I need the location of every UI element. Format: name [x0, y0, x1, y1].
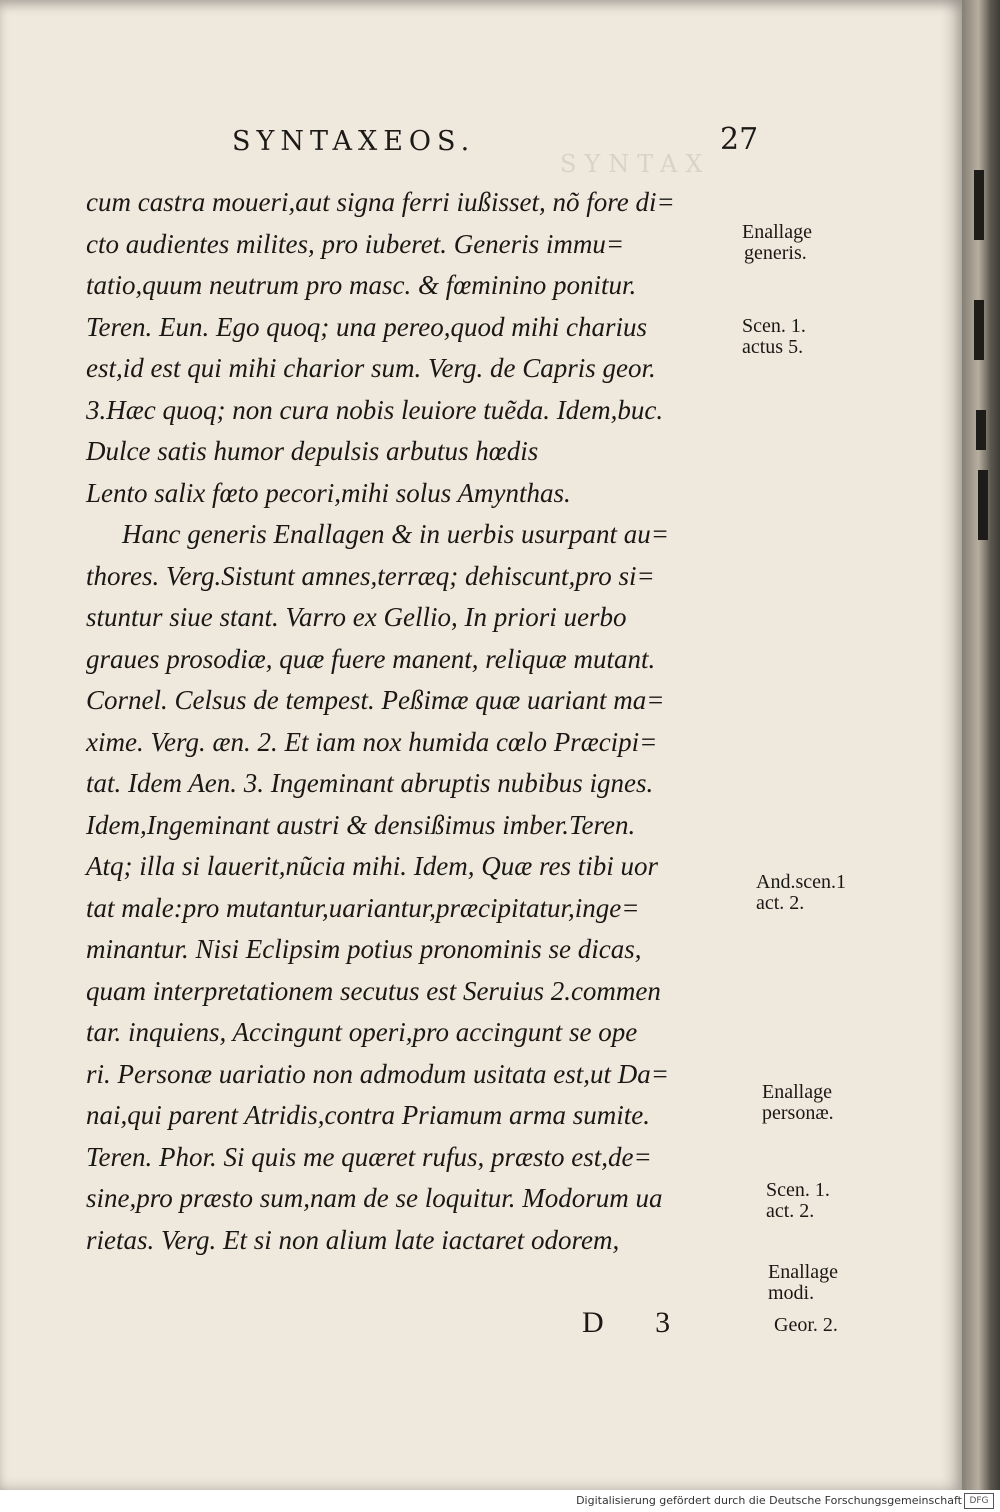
- margin-note-line: Enallage: [762, 1081, 832, 1103]
- text-line: Idem,Ingeminant austri & densißimus imber.Teren.: [86, 809, 636, 840]
- text-line: tat. Idem Aen. 3. Ingeminant abruptis nubibus ignes.: [86, 768, 654, 798]
- dfg-logo: DFG: [964, 1493, 994, 1509]
- text-line: xime. Verg. æn. 2. Et iam nox humida cœlo Præcipi=: [86, 726, 658, 757]
- margin-note-line: modi.: [768, 1282, 815, 1304]
- margin-note-line: actus 5.: [742, 336, 804, 358]
- bleed-through-text: SYNTAX: [560, 150, 711, 178]
- margin-note-line: Enallage: [768, 1261, 838, 1283]
- text-line: tatio,quum neutrum pro masc. & fœminino ponitur.: [86, 270, 637, 300]
- main-text: [86, 182, 756, 1261]
- text-line: cto audientes milites, pro iuberet. Generis immu=: [86, 228, 625, 259]
- edge-mark: [976, 410, 986, 450]
- text-line: Teren. Phor. Si quis me quæret rufus, præsto est,de=: [86, 1141, 652, 1172]
- margin-note-scen-actus: [742, 316, 806, 358]
- margin-note-line: Scen. 1.: [742, 315, 806, 337]
- text-line: Dulce satis humor depulsis arbutus hœdis: [86, 436, 539, 466]
- text-line: cum castra moueri,aut signa ferri iußisset, nõ fore di=: [86, 187, 675, 217]
- text-line: tar. inquiens, Accingunt operi,pro accingunt se ope: [86, 1017, 638, 1047]
- margin-note-line: Enallage: [742, 221, 812, 243]
- text-line: sine,pro præsto sum,nam de se loquitur. Modorum ua: [86, 1183, 663, 1213]
- margin-note-enallage-modi: [768, 1262, 838, 1304]
- margin-note-line: act. 2.: [756, 892, 805, 914]
- text-line: minantur. Nisi Eclipsim potius pronominis se dicas,: [86, 934, 642, 964]
- margin-note-line: And.scen.1: [756, 871, 846, 893]
- signature-mark: D 3: [582, 1306, 693, 1339]
- margin-note-scen-act: [766, 1180, 830, 1222]
- text-line: Hanc generis Enallagen & in uerbis usurpant au=: [122, 519, 669, 549]
- text-line: quam interpretationem secutus est Seruius 2.commen: [86, 975, 661, 1006]
- edge-mark: [974, 300, 984, 360]
- running-head: SYNTAXEOS.: [232, 126, 476, 157]
- text-line: thores. Verg.Sistunt amnes,terræq; dehiscunt,pro si=: [86, 560, 655, 591]
- text-line: Teren. Eun. Ego quoq; una pereo,quod mihi charius: [86, 311, 647, 342]
- edge-mark: [974, 170, 984, 240]
- text-line: ri. Personæ uariatio non admodum usitata est,ut Da=: [86, 1058, 669, 1089]
- margin-note-enallage-generis: [742, 222, 812, 264]
- text-line: tat male:pro mutantur,uariantur,præcipitatur,inge=: [86, 892, 640, 923]
- catchword-note: Geor. 2.: [774, 1314, 838, 1336]
- margin-note-line: personæ.: [762, 1102, 834, 1124]
- text-line: rietas. Verg. Et si non alium late iactaret odorem,: [86, 1224, 620, 1255]
- text-line: Lento salix fœto pecori,mihi solus Amynthas.: [86, 477, 571, 508]
- page-number: 27: [720, 122, 759, 157]
- digitization-credit: Digitalisierung gefördert durch die Deutsche Forschungsgemeinschaft: [576, 1494, 962, 1507]
- margin-note-line: generis.: [744, 242, 807, 264]
- text-line: est,id est qui mihi charior sum. Verg. de Capris geor.: [86, 353, 656, 383]
- text-line: 3.Hæc quoq; non cura nobis leuiore tuẽda. Idem,buc.: [86, 394, 664, 425]
- margin-note-enallage-personae: [762, 1082, 834, 1124]
- text-line: graues prosodiæ, quæ fuere manent, reliquæ mutant.: [86, 643, 656, 674]
- text-line: nai,qui parent Atridis,contra Priamum arma sumite.: [86, 1100, 651, 1130]
- text-line: Atq; illa si lauerit,nũcia mihi. Idem, Quæ res tibi uor: [86, 851, 658, 881]
- text-line: stuntur siue stant. Varro ex Gellio, In priori uerbo: [86, 602, 627, 632]
- margin-note-and-scen: [756, 872, 846, 914]
- text-line: Cornel. Celsus de tempest. Peßimæ quæ uariant ma=: [86, 685, 665, 715]
- margin-note-line: act. 2.: [766, 1200, 815, 1222]
- edge-mark: [978, 470, 988, 540]
- margin-note-line: Scen. 1.: [766, 1179, 830, 1201]
